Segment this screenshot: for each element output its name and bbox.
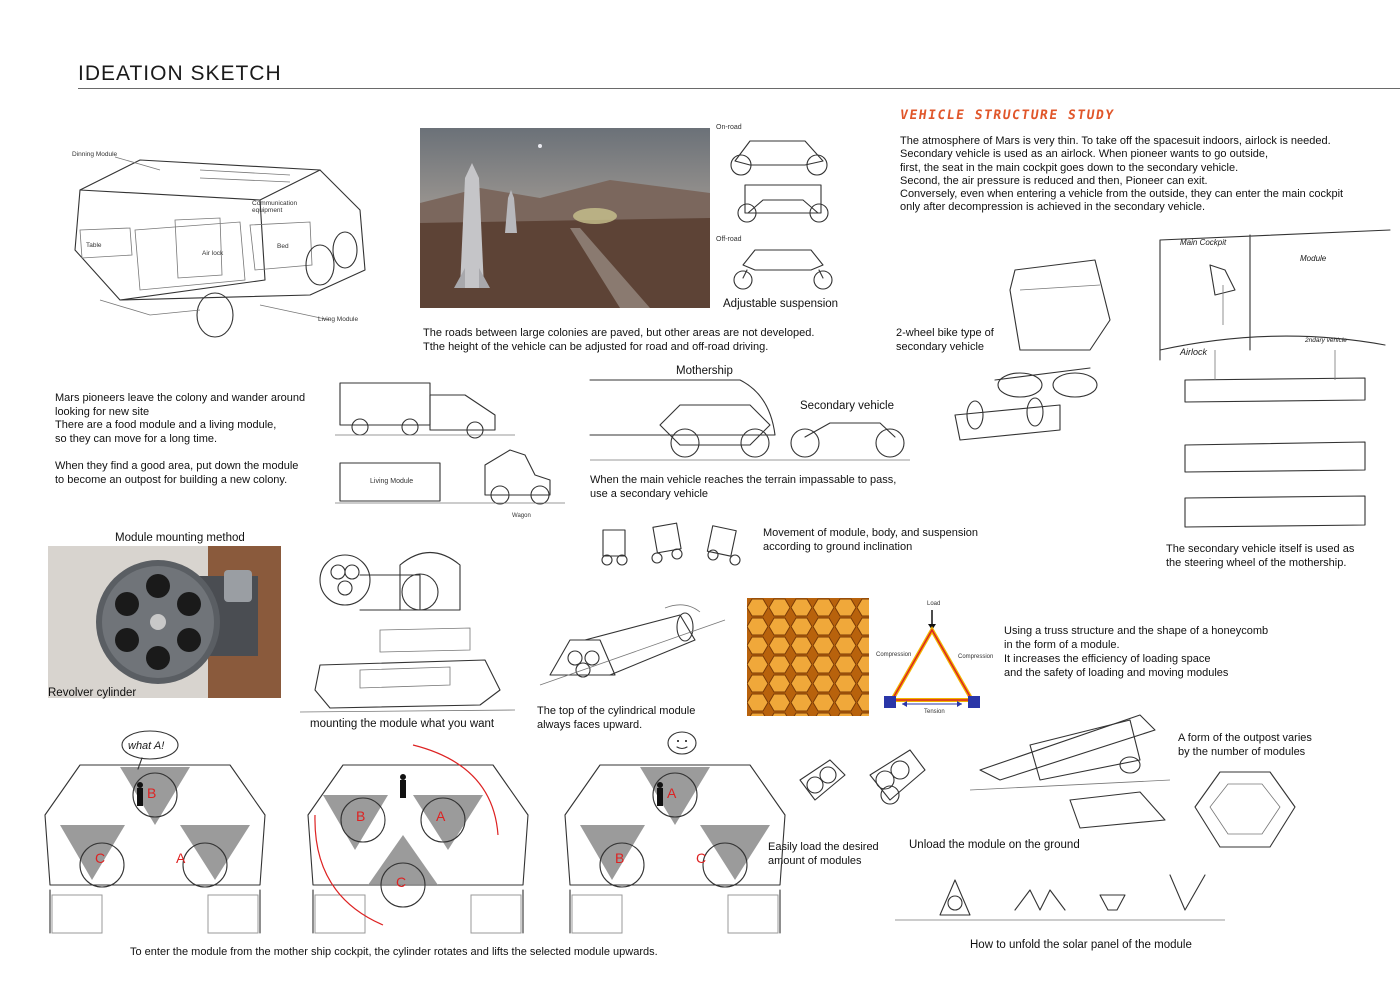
truck-sketches — [335, 375, 575, 505]
unload-module-sketch — [970, 710, 1170, 840]
vehicle-structure-study-text: The atmosphere of Mars is very thin. To take off the spacesuit indoors, airlock is needed. Secondary vehicle is used as an airlock. When pioneer wants to go outside, first, the seat in the main cockpit goes down to the secondary vehicle. Second, the air pressure is reduced and then, Pioneer can exit. Conversely, even when entering a vehicle from the outside, they can enter the main cockpit only after decompression is achieved in the secondary vehicle. — [900, 135, 1344, 214]
adjustable-suspension-label: Adjustable suspension — [723, 298, 839, 310]
hexagon-outpost-sketch — [1190, 762, 1300, 857]
label-off-road: Off-road — [716, 236, 742, 243]
title-divider — [78, 88, 1400, 89]
page-title: IDEATION SKETCH — [78, 62, 282, 85]
vehicle-interior-sketch — [60, 130, 390, 340]
frame3-module-top: A — [667, 785, 677, 801]
bike-vehicle-sketch — [940, 250, 1140, 450]
truss-label-load: Load — [927, 601, 941, 607]
cylindrical-module-sketch — [530, 600, 730, 700]
label-secondary-vehicle-sketch: 2ndary vehicle — [1305, 337, 1347, 344]
outpost-load-text: Easily load the desired amount of modules — [768, 841, 879, 867]
truss-label-tension: Tension — [924, 709, 945, 715]
movement-sketches — [595, 520, 755, 570]
mid-road-vehicle-sketch — [733, 180, 833, 225]
frame1-module-top: B — [147, 785, 157, 801]
label-on-road: On-road — [716, 124, 742, 131]
mothership-label: Mothership — [676, 365, 733, 377]
label-module: Module — [1300, 254, 1327, 263]
mars-colony-render — [420, 128, 710, 308]
label-dinning-module: Dinning Module — [72, 151, 118, 158]
on-road-vehicle-sketch — [725, 133, 830, 178]
truss-label-compression-right: Compression — [958, 654, 994, 660]
outpost-unload-text: Unload the module on the ground — [909, 839, 1080, 851]
outpost-forms-text: A form of the outpost varies by the number of modules — [1178, 732, 1312, 758]
bike-text: 2-wheel bike type of secondary vehicle — [896, 327, 994, 353]
revolver-cylinder-photo — [48, 546, 281, 698]
mounting-title: Module mounting method — [115, 532, 245, 544]
frame1-module-left: C — [95, 850, 106, 866]
label-table: Table — [86, 242, 102, 249]
label-air-lock: Air lock — [202, 250, 224, 257]
frame2-module-left: B — [356, 808, 366, 824]
truss-text: Using a truss structure and the shape of a honeycomb in the form of a module. It increases the efficiency of loading space and the safety of loading and moving modules — [1004, 625, 1269, 679]
off-road-vehicle-sketch — [733, 240, 833, 290]
frame3-module-left: B — [615, 850, 625, 866]
label-main-cockpit: Main Cockpit — [1180, 238, 1227, 247]
frame2-module-bottom: C — [396, 874, 407, 890]
cylinder-top-text: The top of the cylindrical module always faces upward. — [537, 705, 696, 731]
roads-text: The roads between large colonies are paved, but other areas are not developed. Tthe height of the vehicle can be adjusted for road and off-road driving. — [423, 327, 815, 353]
vehicle-structure-study-title: VEHICLE STRUCTURE STUDY — [898, 108, 1116, 123]
secondary-vehicle-label: Secondary vehicle — [800, 400, 894, 412]
movement-text: Movement of module, body, and suspension according to ground inclination — [763, 527, 979, 553]
rotation-speech-bubble: what A! — [128, 740, 165, 752]
solar-panel-sketches — [895, 855, 1225, 930]
frame3-module-right: C — [696, 850, 707, 866]
label-communication-equipment: Communication equipment — [252, 200, 298, 214]
rotation-frame-1 — [40, 755, 270, 935]
truss-label-compression-left: Compression — [876, 652, 912, 658]
label-airlock: Airlock — [1180, 347, 1208, 357]
cockpit-airlock-sketch — [1155, 230, 1390, 540]
rotation-caption: To enter the module from the mother ship cockpit, the cylinder rotates and lifts the selected module upwards. — [130, 946, 658, 958]
outpost-solar-text: How to unfold the solar panel of the module — [970, 939, 1192, 951]
cockpit-caption: The secondary vehicle itself is used as the steering wheel of the mothership. — [1166, 543, 1355, 569]
rotation-frame-3 — [560, 755, 790, 935]
rotation-frame-2 — [303, 755, 533, 935]
frame2-module-right: A — [436, 808, 446, 824]
module-stack-sketch — [790, 740, 930, 830]
revolver-cylinder-label: Revolver cylinder — [48, 687, 137, 699]
frame1-module-right: A — [176, 850, 186, 866]
mothership-sketch — [590, 375, 910, 465]
mothership-text: When the main vehicle reaches the terrain impassable to pass, use a secondary vehicle — [590, 474, 897, 500]
label-bed: Bed — [277, 243, 289, 250]
honeycomb-photo — [747, 598, 869, 716]
label-living-module: Living Module — [318, 316, 359, 323]
pioneers-text: Mars pioneers leave the colony and wander around looking for new site There are a food module and a living module, so they can move for a long time. When they find a good area, put down the module to become an outpost for building a new colony. — [55, 392, 306, 486]
mounting-caption: mounting the module what you want — [310, 718, 495, 730]
label-wagon: Wagon — [512, 513, 531, 519]
label-living-module-truck: Living Module — [370, 478, 414, 485]
module-mounting-sketch — [300, 540, 520, 720]
